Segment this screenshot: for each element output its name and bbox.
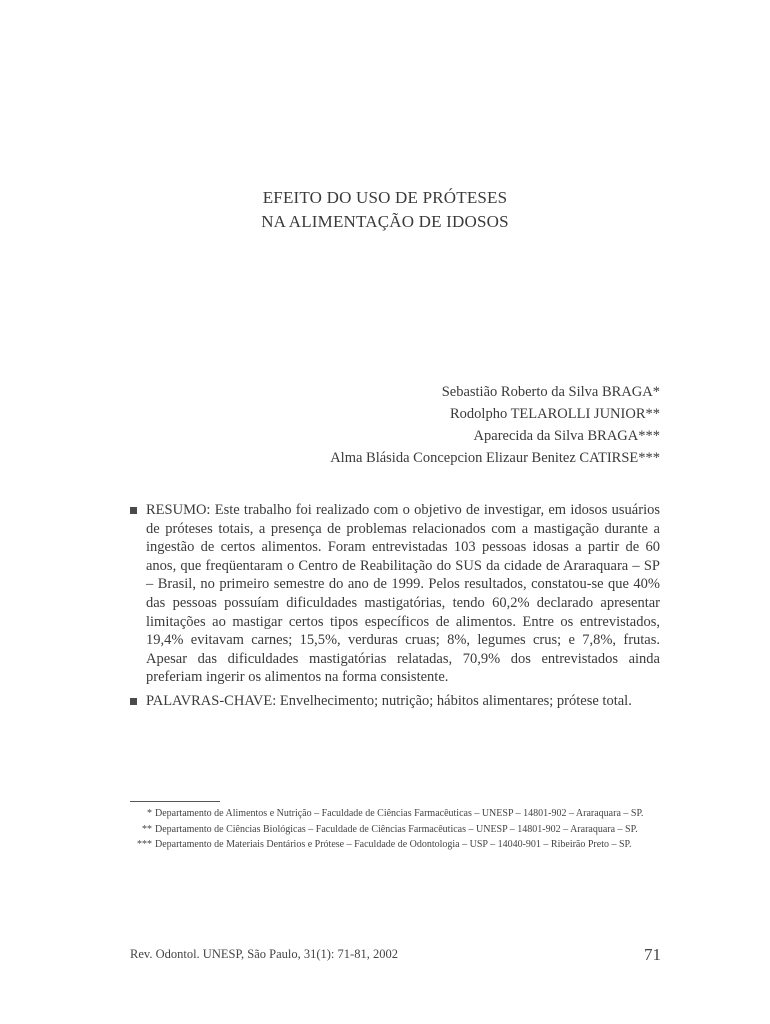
footnote-mark: *** (137, 839, 152, 850)
footnote-mark: * (147, 808, 152, 819)
author-list (330, 381, 660, 469)
footnote-3 (130, 837, 661, 853)
abstract-text: RESUMO: Este trabalho foi realizado com o objetivo de investigar, em idosos usuários de próteses totais, a presença de problemas relacionados com a mastigação durante a ingestão de certos alimentos. Foram entrevistadas 103 pessoas idosas a partir de 60 anos, que freqüentaram o Centro de Reabilitação do SUS da cidade de Araraquara – SP – Brasil, no primeiro semestre do ano de 1999. Pelos resultados, constatou-se que 40% das pessoas possuíam dificuldades mastigatórias, tendo 60,2% declarado apresentar limitações ao mastigar certos tipos específicos de alimentos. Entre os entrevistados, 19,4% evitavam carnes; 15,5%, verduras cruas; 8%, legumes crus; e 7,8%, frutas. Apesar das dificuldades mastigatórias relatadas, 70,9% dos entrevistados ainda preferiam ingerir os alimentos na forma consistente. (146, 502, 660, 686)
journal-citation: Rev. Odontol. UNESP, São Paulo, 31(1): 71-81, 2002 (130, 947, 398, 961)
footnotes (130, 806, 661, 853)
square-bullet-icon (130, 698, 137, 705)
footnote-1 (130, 806, 661, 822)
author-3: Aparecida da Silva BRAGA*** (473, 428, 660, 444)
abstract-section (146, 501, 660, 711)
title-line-1: EFEITO DO USO DE PRÓTESES (262, 188, 508, 207)
author-4: Alma Blásida Concepcion Elizaur Benitez CATIRSE*** (330, 450, 660, 466)
footnote-mark: ** (142, 823, 152, 835)
article-title (0, 186, 770, 234)
abstract-paragraph (146, 501, 660, 687)
square-bullet-icon (130, 507, 137, 514)
page-number: 71 (644, 945, 661, 964)
author-2: Rodolpho TELAROLLI JUNIOR** (450, 406, 660, 422)
footnote-text: Departamento de Alimentos e Nutrição – Faculdade de Ciências Farmacêuticas – UNESP – 14801-902 – Araraquara – SP. (155, 808, 644, 819)
footnote-text: Departamento de Ciências Biológicas – Faculdade de Ciências Farmacêuticas – UNESP – 14801-902 – Araraquara – SP. (155, 823, 638, 835)
footnote-divider (130, 801, 220, 802)
keywords-paragraph (146, 692, 660, 711)
page-footer (130, 941, 661, 965)
author-1: Sebastião Roberto da Silva BRAGA* (441, 384, 660, 400)
keywords-text: PALAVRAS-CHAVE: Envelhecimento; nutrição; hábitos alimentares; prótese total. (146, 692, 632, 709)
footnote-2 (130, 822, 661, 838)
footnote-text: Departamento de Materiais Dentários e Prótese – Faculdade de Odontologia – USP – 14040-901 – Ribeirão Preto – SP. (155, 839, 632, 850)
title-line-2: NA ALIMENTAÇÃO DE IDOSOS (261, 212, 509, 231)
